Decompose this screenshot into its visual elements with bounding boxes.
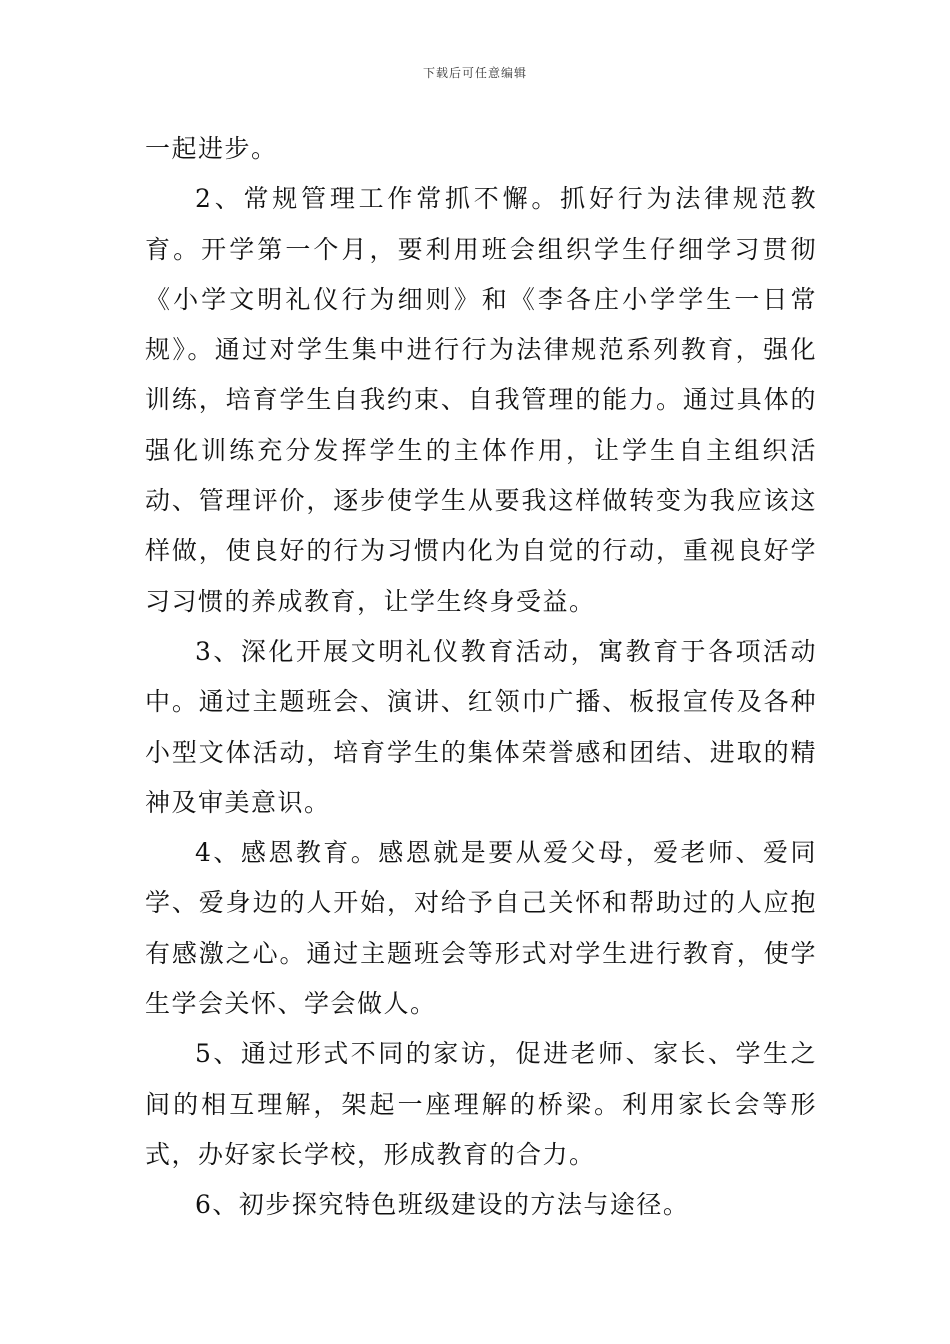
document-body xyxy=(145,124,817,1231)
paragraph-item-3: 3、深化开展文明礼仪教育活动，寓教育于各项活动中。通过主题班会、演讲、红领巾广播、板报宣传及各种小型文体活动，培育学生的集体荣誉感和团结、进取的精神及审美意识。 xyxy=(145,636,817,817)
page-header: 下载后可任意编辑 xyxy=(422,66,527,80)
paragraph-item-5: 5、通过形式不同的家访，促进老师、家长、学生之间的相互理解，架起一座理解的桥梁。利用家长会等形式，办好家长学校，形成教育的合力。 xyxy=(145,1039,817,1169)
paragraph-item-2: 2、常规管理工作常抓不懈。抓好行为法律规范教育。开学第一个月，要利用班会组织学生仔细学习贯彻《小学文明礼仪行为细则》和《李各庄小学学生一日常规》。通过对学生集中进行行为法律规范系列教育，强化训练，培育学生自我约束、自我管理的能力。通过具体的强化训练充分发挥学生的主体作用，让学生自主组织活动、管理评价，逐步使学生从要我这样做转变为我应该这样做，使良好的行为习惯内化为自觉的行动，重视良好学习习惯的养成教育，让学生终身受益。 xyxy=(145,184,817,616)
paragraph-item-6: 6、初步探究特色班级建设的方法与途径。 xyxy=(195,1190,690,1220)
paragraph-continuation: 一起进步。 xyxy=(145,134,278,163)
paragraph-item-4: 4、感恩教育。感恩就是要从爱父母，爱老师、爱同学、爱身边的人开始，对给予自己关怀和帮助过的人应抱有感激之心。通过主题班会等形式对学生进行教育，使学生学会关怀、学会做人。 xyxy=(145,838,817,1019)
